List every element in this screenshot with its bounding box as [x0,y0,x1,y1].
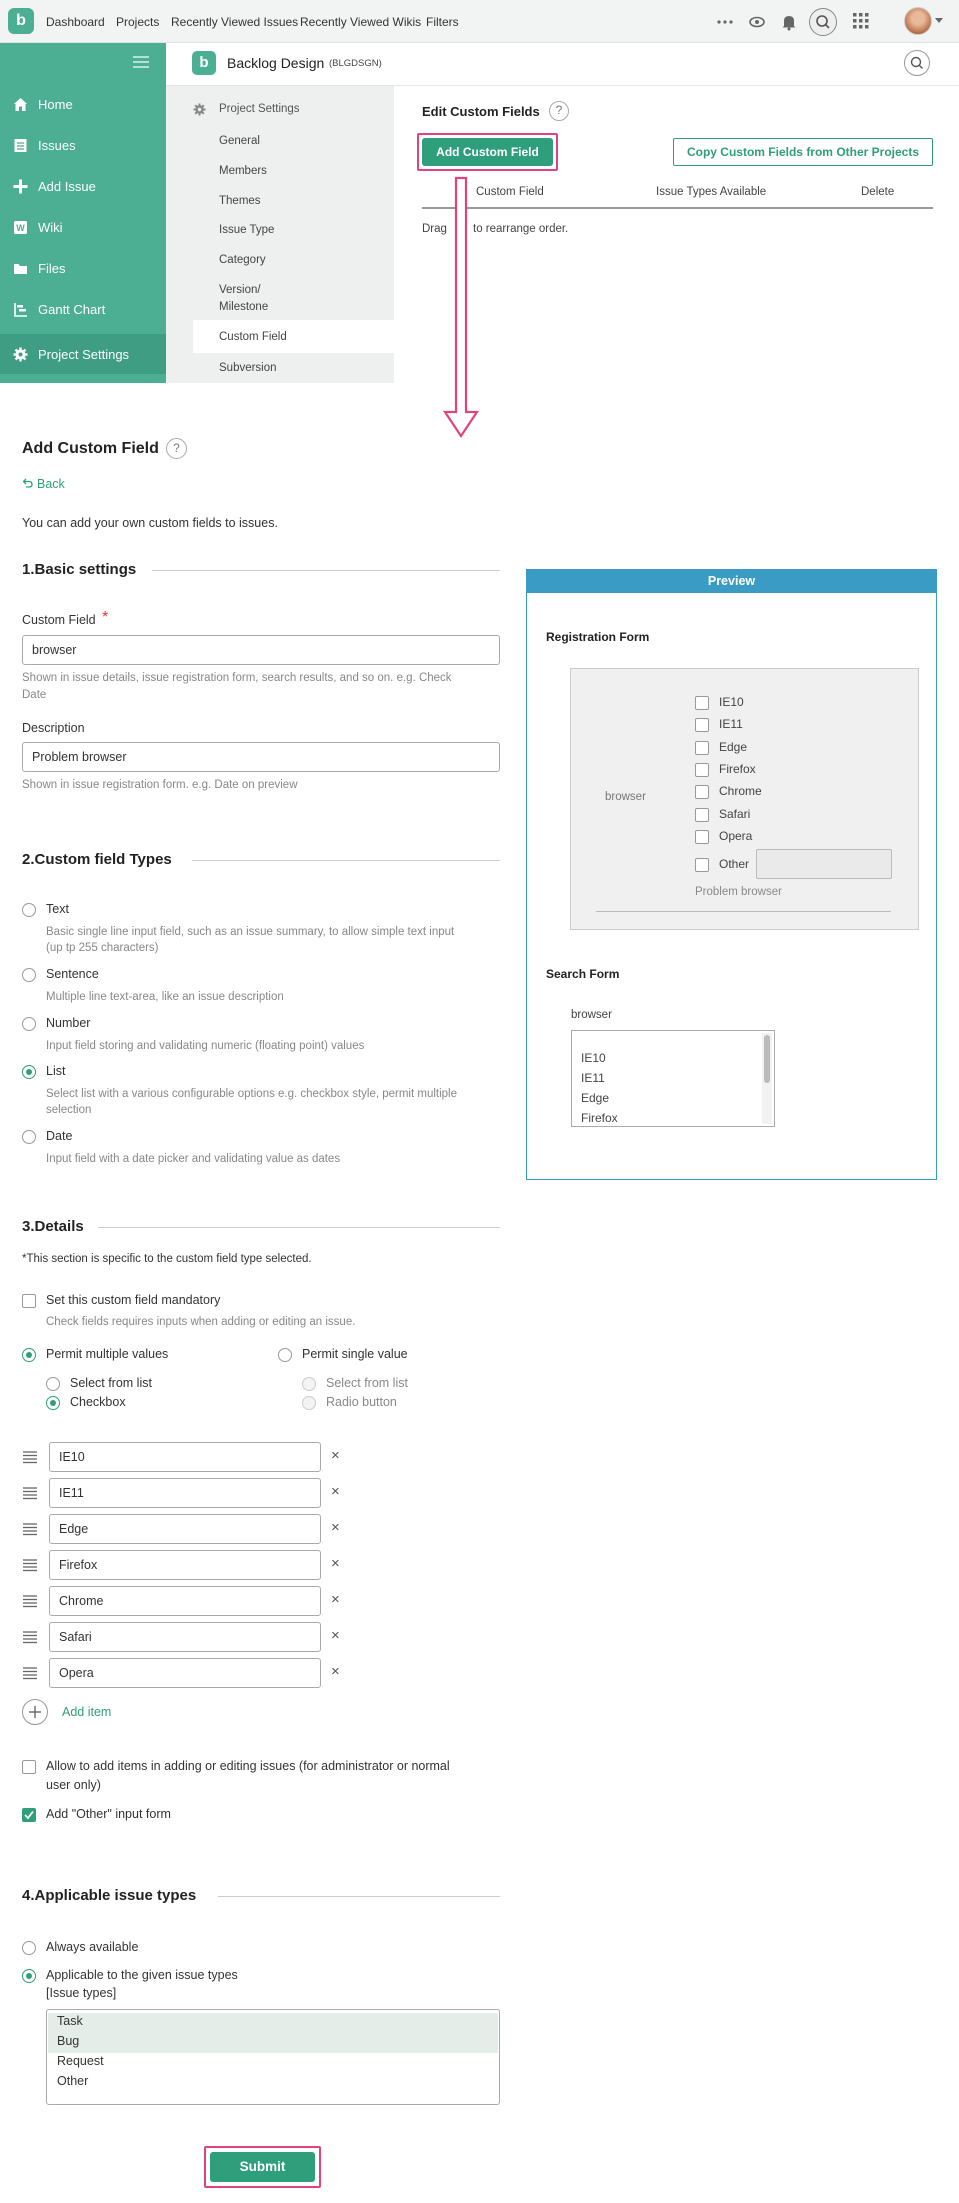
other-input-label[interactable]: Add "Other" input form [46,1807,171,1821]
allow-add-label[interactable]: Allow to add items in adding or editing issues (for administrator or normal [46,1759,450,1773]
preview-option-checkbox [695,696,709,710]
preview-other-label: Other [719,857,750,871]
back-link[interactable]: Back [37,477,65,491]
nav-filters[interactable]: Filters [426,15,459,29]
remove-item-icon[interactable]: × [331,1519,340,1536]
column-issue-types: Issue Types Available [656,186,767,198]
type-list-help: Select list with a various configurable options e.g. checkbox style, permit multiple [46,1088,458,1100]
drag-handle-icon[interactable] [22,1558,38,1572]
remove-item-icon[interactable]: × [331,1627,340,1644]
sidebar-item-files[interactable] [0,248,166,288]
permit-single-label[interactable]: Permit single value [302,1347,408,1361]
scrollbar-thumb [764,1035,770,1083]
settings-item-themes[interactable]: Themes [219,195,261,207]
sidebar-item-label: Gantt Chart [38,302,106,317]
gear-icon [193,103,206,116]
issue-type-option[interactable]: Other [57,2074,89,2088]
type-text-label[interactable]: Text [46,902,69,916]
required-mark: * [102,609,109,626]
page-title: Add Custom Field [22,440,159,457]
project-search-icon[interactable] [904,50,930,76]
plus-icon [13,179,28,194]
chevron-down-icon[interactable] [934,17,944,25]
multi-checkbox-radio[interactable] [46,1396,60,1410]
preview-option-label: Firefox [719,762,756,776]
add-item-icon[interactable] [22,1699,48,1725]
sidebar-item-gantt[interactable] [0,289,166,329]
preview-option-label: Opera [719,829,753,843]
sidebar-item-label: Issues [38,138,76,153]
drag-hint-rest: to rearrange order. [473,223,569,235]
wiki-icon [13,220,28,235]
preview-other-checkbox [695,858,709,872]
type-sentence-help: Multiple line text-area, like an issue description [46,991,284,1003]
divider [98,1227,500,1228]
type-text-radio[interactable] [22,903,36,917]
multi-checkbox-label[interactable]: Checkbox [70,1395,126,1409]
type-list-label[interactable]: List [46,1064,66,1078]
divider [152,570,500,571]
preview-option-label: Edge [719,740,748,754]
home-icon [13,97,28,112]
remove-item-icon[interactable]: × [331,1483,340,1500]
always-available-label[interactable]: Always available [46,1940,139,1954]
custom-field-input[interactable]: browser [22,635,500,665]
custom-field-help-2: Date [22,689,47,701]
bell-icon[interactable] [778,11,800,33]
other-input-checkbox[interactable] [22,1808,36,1822]
submit-button[interactable]: Submit [210,2152,315,2182]
settings-item-issue-type[interactable]: Issue Type [219,224,275,236]
add-custom-field-button[interactable]: Add Custom Field [422,138,553,166]
list-item-input[interactable]: IE10 [49,1442,321,1472]
single-select-list-label: Select from list [326,1376,408,1390]
custom-field-help: Shown in issue details, issue registration form, search results, and so on. e.g. Check [22,672,452,684]
custom-field-label: Custom Field [22,613,96,627]
search-listbox [571,1030,775,1127]
column-delete: Delete [861,186,895,198]
table-header-line [422,207,933,209]
given-types-label[interactable]: Applicable to the given issue types [46,1968,238,1982]
registration-form-title: Registration Form [546,630,650,644]
gear-icon [13,347,28,362]
search-icon[interactable] [809,8,837,36]
sidebar-item-wiki[interactable] [0,207,166,247]
description-label: Description [22,721,85,735]
divider [596,911,891,912]
search-option: Firefox [581,1111,618,1125]
drag-hint: Drag [422,223,447,235]
preview-option-checkbox [695,785,709,799]
permit-single-radio[interactable] [278,1348,292,1362]
sidebar-item-label: Project Settings [38,347,130,362]
issue-type-option[interactable]: Request [57,2054,104,2068]
list-item-input[interactable]: Opera [49,1658,321,1688]
remove-item-icon[interactable]: × [331,1663,340,1680]
type-date-help: Input field with a date picker and validating value as dates [46,1153,341,1165]
preview-option-checkbox [695,808,709,822]
settings-item-members[interactable]: Members [219,165,267,177]
description-help: Shown in issue registration form. e.g. Date on preview [22,779,298,791]
allow-add-checkbox[interactable] [22,1760,36,1774]
sidebar-item-label: Wiki [38,220,63,235]
remove-item-icon[interactable]: × [331,1447,340,1464]
type-date-label[interactable]: Date [46,1129,73,1143]
type-list-help-2: selection [46,1104,92,1116]
drag-handle-icon[interactable] [22,1630,38,1644]
check-icon [23,1809,35,1821]
nav-recent-wikis[interactable]: Recently Viewed Wikis [300,15,422,29]
settings-item-general[interactable]: General [219,135,260,147]
preview-option-checkbox [695,763,709,777]
back-arrow-icon[interactable] [23,478,33,488]
column-custom-field: Custom Field [476,186,544,198]
permit-multiple-label[interactable]: Permit multiple values [46,1347,169,1361]
multi-select-list-label[interactable]: Select from list [70,1376,152,1390]
search-option: Edge [581,1091,610,1105]
section-applicable-heading: 4.Applicable issue types [22,1887,197,1904]
nav-dashboard[interactable]: Dashboard [46,15,105,29]
search-option: IE11 [581,1071,605,1085]
list-item-input[interactable]: Chrome [49,1586,321,1616]
type-number-help: Input field storing and validating numeric (floating point) values [46,1040,365,1052]
sidebar-item-home[interactable] [0,84,166,124]
settings-item-subversion[interactable]: Subversion [219,362,277,374]
list-item-input[interactable]: Firefox [49,1550,321,1580]
section-types-heading: 2.Custom field Types [22,851,172,868]
type-number-radio[interactable] [22,1017,36,1031]
mandatory-label[interactable]: Set this custom field mandatory [46,1293,221,1307]
project-logo: b [192,51,216,75]
section-details-heading: 3.Details [22,1218,84,1235]
settings-item-category[interactable]: Category [219,254,266,266]
mandatory-help: Check fields requires inputs when adding or editing an issue. [46,1316,356,1328]
permit-multiple-radio[interactable] [22,1348,36,1362]
single-select-list-radio [302,1377,316,1391]
drag-handle-icon[interactable] [22,1594,38,1608]
remove-item-icon[interactable]: × [331,1555,340,1572]
settings-menu-title: Project Settings [219,103,300,115]
copy-custom-fields-button[interactable]: Copy Custom Fields from Other Projects [673,138,933,166]
help-icon[interactable]: ? [549,101,569,121]
preview-option-checkbox [695,830,709,844]
search-form-title: Search Form [546,967,620,981]
help-icon[interactable]: ? [166,438,187,459]
search-option: IE10 [581,1051,606,1065]
files-icon [13,261,28,276]
settings-item-custom-field[interactable]: Custom Field [219,331,287,343]
sidebar-item-project-settings[interactable] [0,334,166,374]
selected-options-bg [48,2013,498,2053]
project-key: (BLGDSGN) [329,58,382,69]
drag-handle-icon[interactable] [22,1486,38,1500]
always-available-radio[interactable] [22,1941,36,1955]
edit-panel-title: Edit Custom Fields [422,104,540,119]
sidebar-item-label: Files [38,261,66,276]
type-number-label[interactable]: Number [46,1016,91,1030]
sidebar-item-label: Home [38,97,73,112]
issue-type-option[interactable]: Bug [57,2034,80,2048]
type-list-radio[interactable] [22,1065,36,1079]
single-radio-button-radio [302,1396,316,1410]
preview-title: Preview [526,569,937,593]
mandatory-checkbox[interactable] [22,1294,36,1308]
preview-option-checkbox [695,718,709,732]
details-note: *This section is specific to the custom field type selected. [22,1253,312,1265]
flow-arrow [451,176,471,436]
preview-option-label: Safari [719,807,751,821]
search-field-name: browser [571,1009,612,1021]
backlog-logo[interactable]: b [8,8,34,34]
multi-select-list-radio[interactable] [46,1377,60,1391]
hamburger-icon[interactable] [132,55,150,69]
more-icon[interactable] [714,11,736,33]
drag-handle-icon[interactable] [22,1522,38,1536]
allow-add-label-2: user only) [46,1778,101,1792]
avatar[interactable] [904,7,932,35]
sidebar-item-issues[interactable] [0,125,166,165]
issue-type-option[interactable]: Task [57,2014,83,2028]
preview-option-label: IE11 [719,717,743,731]
single-radio-button-label: Radio button [326,1395,397,1409]
list-item-input[interactable]: Safari [49,1622,321,1652]
settings-item-milestone[interactable]: Milestone [219,301,269,313]
gantt-icon [13,302,28,317]
divider [218,1896,500,1897]
divider [192,860,500,861]
preview-description: Problem browser [695,886,782,898]
type-date-radio[interactable] [22,1130,36,1144]
list-item-input[interactable]: Edge [49,1514,321,1544]
nav-projects[interactable]: Projects [116,15,160,29]
issues-icon [13,138,28,153]
issue-types-listbox[interactable] [46,2009,500,2105]
section-basic-heading: 1.Basic settings [22,561,137,578]
preview-option-label: IE10 [719,695,744,709]
preview-option-label: Chrome [719,784,762,798]
type-sentence-label[interactable]: Sentence [46,967,99,981]
settings-item-version[interactable]: Version/ [219,284,261,296]
drag-handle-icon[interactable] [22,1666,38,1680]
preview-option-checkbox [695,741,709,755]
preview-field-name: browser [605,791,646,803]
drag-handle-icon[interactable] [22,1450,38,1464]
svg-text:W: W [16,223,25,233]
preview-other-input [756,849,892,879]
sidebar-item-add-issue[interactable] [0,166,166,206]
intro-text: You can add your own custom fields to issues. [22,516,278,530]
type-sentence-radio[interactable] [22,968,36,982]
description-input[interactable]: Problem browser [22,742,500,772]
eye-icon[interactable] [746,11,768,33]
apps-grid-icon[interactable] [852,12,870,30]
remove-item-icon[interactable]: × [331,1591,340,1608]
type-text-help-2: (up tp 255 characters) [46,942,159,954]
list-item-input[interactable]: IE11 [49,1478,321,1508]
type-text-help: Basic single line input field, such as an issue summary, to allow simple text input [46,926,455,938]
given-types-radio[interactable] [22,1969,36,1983]
add-item-link[interactable]: Add item [62,1705,112,1719]
issue-types-list-label: [Issue types] [46,1986,117,2000]
project-name[interactable]: Backlog Design [227,55,325,71]
sidebar-item-label: Add Issue [38,179,96,194]
nav-recent-issues[interactable]: Recently Viewed Issues [171,15,299,29]
